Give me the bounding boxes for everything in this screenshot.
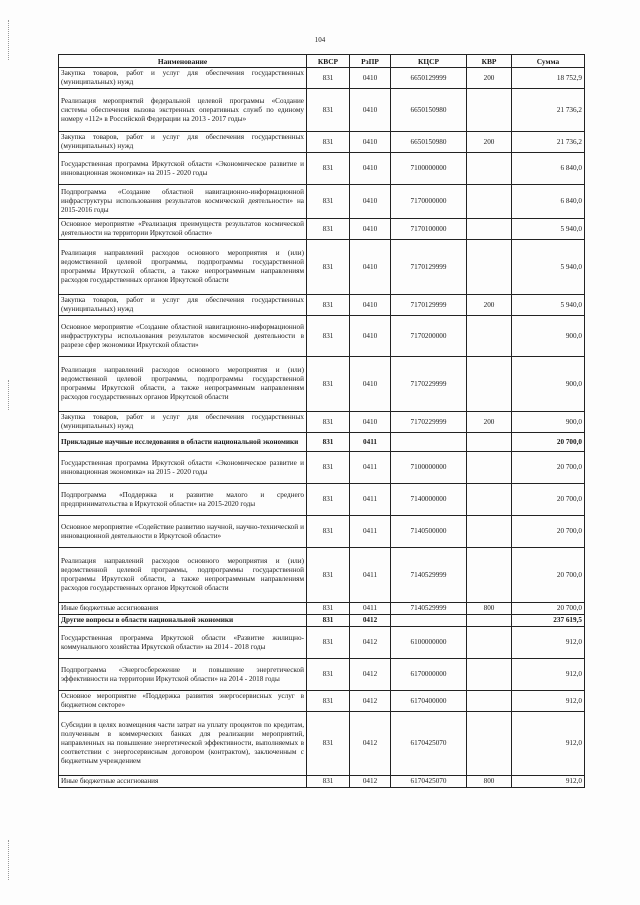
table-row: [59, 89, 585, 132]
row-kvsr: 831: [307, 219, 350, 240]
table-row: [59, 776, 585, 788]
header-rzpr: РзПР: [350, 55, 391, 68]
row-sum: 912,0: [512, 627, 585, 659]
row-sum: 20 700,0: [512, 433, 585, 452]
scan-edge-dots: [8, 380, 11, 410]
row-rzpr: 0410: [350, 153, 391, 185]
header-name: Наименование: [59, 55, 307, 68]
row-name: Иные бюджетные ассигнования: [59, 603, 307, 615]
table-row: [59, 295, 585, 316]
scan-edge-dots: [8, 840, 11, 880]
row-sum: 912,0: [512, 776, 585, 788]
row-kvsr: 831: [307, 433, 350, 452]
row-kcsr: 7140529999: [391, 548, 467, 603]
row-rzpr: 0411: [350, 484, 391, 516]
row-kvsr: 831: [307, 691, 350, 712]
row-kvsr: 831: [307, 295, 350, 316]
row-sum: 20 700,0: [512, 603, 585, 615]
row-name: Основное мероприятие «Создание областной навигационно-информационной инфраструктуры использования результатов космической деятельности в разрезе сфер экономики Иркутской области»: [59, 316, 307, 357]
row-kvsr: 831: [307, 548, 350, 603]
row-kcsr: 6170425070: [391, 712, 467, 776]
row-kcsr: 6650150980: [391, 89, 467, 132]
row-rzpr: 0411: [350, 452, 391, 484]
table-row: [59, 68, 585, 89]
row-kcsr: 7170200000: [391, 316, 467, 357]
row-kvr: [467, 627, 512, 659]
row-name: Закупка товаров, работ и услуг для обеспечения государственных (муниципальных) нужд: [59, 295, 307, 316]
row-kvr: [467, 153, 512, 185]
row-rzpr: 0410: [350, 357, 391, 412]
row-sum: 237 619,5: [512, 615, 585, 627]
row-kvsr: 831: [307, 412, 350, 433]
row-kvsr: 831: [307, 776, 350, 788]
row-rzpr: 0410: [350, 295, 391, 316]
row-kcsr: 7170129999: [391, 295, 467, 316]
row-kvr: [467, 219, 512, 240]
row-sum: 5 940,0: [512, 240, 585, 295]
row-kcsr: 6170000000: [391, 659, 467, 691]
row-rzpr: 0410: [350, 185, 391, 219]
row-kcsr: [391, 433, 467, 452]
row-kvr: [467, 691, 512, 712]
table-row: [59, 185, 585, 219]
table-header-row: [59, 55, 585, 68]
table-row: [59, 240, 585, 295]
row-rzpr: 0412: [350, 776, 391, 788]
row-rzpr: 0410: [350, 219, 391, 240]
row-kvr: [467, 659, 512, 691]
row-name: Подпрограмма «Энергосбережение и повышение энергетической эффективности на территории Иркутской области» на 2014 - 2018 годы: [59, 659, 307, 691]
row-kvsr: 831: [307, 132, 350, 153]
table-row: [59, 615, 585, 627]
row-sum: 20 700,0: [512, 484, 585, 516]
row-kvsr: 831: [307, 659, 350, 691]
row-name: Государственная программа Иркутской области «Экономическое развитие и инновационная экономика» на 2015 - 2020 годы: [59, 153, 307, 185]
row-kcsr: 6650129999: [391, 68, 467, 89]
row-sum: 18 752,9: [512, 68, 585, 89]
row-kcsr: 7140000000: [391, 484, 467, 516]
table-row: [59, 548, 585, 603]
row-sum: 20 700,0: [512, 516, 585, 548]
table-row: [59, 316, 585, 357]
table-row: [59, 132, 585, 153]
row-kvr: 200: [467, 412, 512, 433]
row-kvr: 200: [467, 132, 512, 153]
header-kcsr: КЦСР: [391, 55, 467, 68]
row-name: Государственная программа Иркутской области «Экономическое развитие и инновационная экономика» на 2015 - 2020 годы: [59, 452, 307, 484]
row-sum: 912,0: [512, 712, 585, 776]
row-sum: 21 736,2: [512, 89, 585, 132]
row-kvsr: 831: [307, 357, 350, 412]
row-rzpr: 0412: [350, 712, 391, 776]
table-row: [59, 603, 585, 615]
row-kcsr: 7170229999: [391, 412, 467, 433]
row-kvr: [467, 316, 512, 357]
row-kcsr: 7170229999: [391, 357, 467, 412]
row-kvr: [467, 240, 512, 295]
row-kvr: [467, 548, 512, 603]
row-kvr: [467, 357, 512, 412]
row-name: Закупка товаров, работ и услуг для обеспечения государственных (муниципальных) нужд: [59, 412, 307, 433]
row-rzpr: 0412: [350, 691, 391, 712]
row-kvsr: 831: [307, 516, 350, 548]
row-rzpr: 0411: [350, 548, 391, 603]
row-name: Субсидии в целях возмещения части затрат на уплату процентов по кредитам, полученным в коммерческих банках для реализации мероприятий, направленных на повышение энергетической эффективности, выполняемых в соответствии с энергосервисным договором (контрактом), заключенным с бюджетным учреждением: [59, 712, 307, 776]
row-kcsr: 7140529999: [391, 603, 467, 615]
page-number: 104: [314, 36, 326, 44]
row-kvr: [467, 433, 512, 452]
row-sum: 5 940,0: [512, 219, 585, 240]
row-kcsr: 6170400000: [391, 691, 467, 712]
row-name: Подпрограмма «Создание областной навигационно-информационной инфраструктуры использования результатов космической деятельности» на 2015-2016 годы: [59, 185, 307, 219]
table-row: [59, 357, 585, 412]
row-sum: 900,0: [512, 357, 585, 412]
row-kvr: [467, 89, 512, 132]
row-rzpr: 0410: [350, 412, 391, 433]
row-sum: 5 940,0: [512, 295, 585, 316]
row-rzpr: 0410: [350, 89, 391, 132]
row-kvr: [467, 185, 512, 219]
row-kvr: [467, 615, 512, 627]
row-kvr: [467, 712, 512, 776]
row-kvsr: 831: [307, 627, 350, 659]
row-rzpr: 0410: [350, 68, 391, 89]
row-rzpr: 0412: [350, 627, 391, 659]
row-kcsr: 6100000000: [391, 627, 467, 659]
row-kcsr: 7140500000: [391, 516, 467, 548]
row-kvsr: 831: [307, 153, 350, 185]
row-sum: 21 736,2: [512, 132, 585, 153]
row-name: Реализация направлений расходов основного мероприятия и (или) ведомственной целевой программы, подпрограммы государственной программы Иркутской области, а также непрограммным направлениям расходов государственных органов Иркутской области: [59, 357, 307, 412]
row-name: Государственная программа Иркутской области «Развитие жилищно-коммунального хозяйства Иркутской области» на 2014 - 2018 годы: [59, 627, 307, 659]
table-row: [59, 153, 585, 185]
table-row: [59, 433, 585, 452]
row-rzpr: 0411: [350, 516, 391, 548]
row-sum: 900,0: [512, 412, 585, 433]
row-kvsr: 831: [307, 316, 350, 357]
row-rzpr: 0410: [350, 316, 391, 357]
row-name: Реализация мероприятий федеральной целевой программы «Создание системы обеспечения вызова экстренных оперативных служб по единому номеру «112» в Российской Федерации на 2013 - 2017 годы»: [59, 89, 307, 132]
row-rzpr: 0410: [350, 132, 391, 153]
row-sum: 6 840,0: [512, 153, 585, 185]
row-sum: 912,0: [512, 691, 585, 712]
row-kvsr: 831: [307, 452, 350, 484]
row-name: Прикладные научные исследования в области национальной экономики: [59, 433, 307, 452]
row-name: Закупка товаров, работ и услуг для обеспечения государственных (муниципальных) нужд: [59, 132, 307, 153]
row-kvsr: 831: [307, 603, 350, 615]
row-kvr: [467, 484, 512, 516]
row-kvr: 200: [467, 68, 512, 89]
row-kvsr: 831: [307, 68, 350, 89]
row-kcsr: 7170100000: [391, 219, 467, 240]
row-kcsr: 6650150980: [391, 132, 467, 153]
row-name: Иные бюджетные ассигнования: [59, 776, 307, 788]
row-kvr: [467, 516, 512, 548]
row-name: Реализация направлений расходов основного мероприятия и (или) ведомственной целевой программы, подпрограммы государственной программы Иркутской области, а также непрограммным направлениям расходов государственных органов Иркутской области: [59, 548, 307, 603]
row-sum: 20 700,0: [512, 452, 585, 484]
row-sum: 6 840,0: [512, 185, 585, 219]
table-row: [59, 484, 585, 516]
row-kcsr: [391, 615, 467, 627]
row-rzpr: 0412: [350, 615, 391, 627]
row-kvr: 800: [467, 776, 512, 788]
row-kcsr: 7170129999: [391, 240, 467, 295]
row-kvsr: 831: [307, 615, 350, 627]
row-rzpr: 0411: [350, 603, 391, 615]
row-rzpr: 0410: [350, 240, 391, 295]
row-kvsr: 831: [307, 484, 350, 516]
row-name: Реализация направлений расходов основного мероприятия и (или) ведомственной целевой программы, подпрограммы государственной программы Иркутской области, а также непрограммным направлениям расходов государственных органов Иркутской области: [59, 240, 307, 295]
row-kvr: 200: [467, 295, 512, 316]
row-rzpr: 0411: [350, 433, 391, 452]
row-kvsr: 831: [307, 712, 350, 776]
row-kvr: [467, 452, 512, 484]
row-kcsr: 7100000000: [391, 153, 467, 185]
row-kvsr: 831: [307, 185, 350, 219]
row-name: Основное мероприятие «Реализация преимуществ результатов космической деятельности на территории Иркутской области»: [59, 219, 307, 240]
row-sum: 900,0: [512, 316, 585, 357]
header-kvsr: КВСР: [307, 55, 350, 68]
table-row: [59, 659, 585, 691]
row-name: Основное мероприятие «Содействие развитию научной, научно-технической и инновационной деятельности в Иркутской области»: [59, 516, 307, 548]
header-kvr: КВР: [467, 55, 512, 68]
row-kcsr: 7100000000: [391, 452, 467, 484]
row-kcsr: 7170000000: [391, 185, 467, 219]
row-rzpr: 0412: [350, 659, 391, 691]
row-name: Подпрограмма «Поддержка и развитие малого и среднего предпринимательства в Иркутской области» на 2015-2020 годы: [59, 484, 307, 516]
row-kvr: 800: [467, 603, 512, 615]
row-kvsr: 831: [307, 240, 350, 295]
table-row: [59, 452, 585, 484]
table-row: [59, 412, 585, 433]
budget-table: [58, 54, 585, 788]
row-sum: 20 700,0: [512, 548, 585, 603]
header-sum: Сумма: [512, 55, 585, 68]
table-row: [59, 219, 585, 240]
table-row: [59, 627, 585, 659]
row-kvsr: 831: [307, 89, 350, 132]
table-row: [59, 691, 585, 712]
table-row: [59, 712, 585, 776]
row-name: Основное мероприятие «Поддержка развития энергосервисных услуг в бюджетном секторе»: [59, 691, 307, 712]
row-name: Другие вопросы в области национальной экономики: [59, 615, 307, 627]
row-sum: 912,0: [512, 659, 585, 691]
row-name: Закупка товаров, работ и услуг для обеспечения государственных (муниципальных) нужд: [59, 68, 307, 89]
table-row: [59, 516, 585, 548]
row-kcsr: 6170425070: [391, 776, 467, 788]
